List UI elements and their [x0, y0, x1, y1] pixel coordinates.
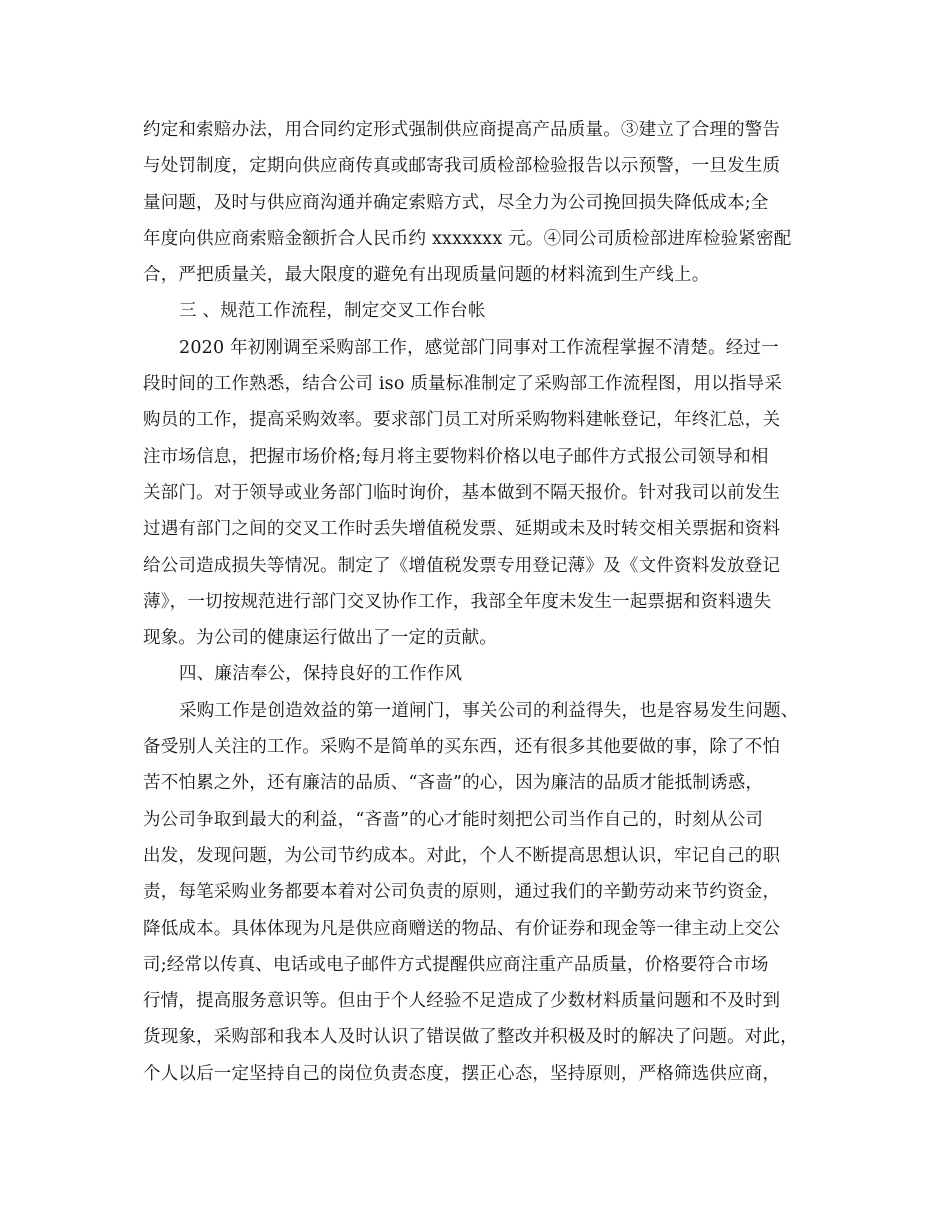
text-line: 购员的工作，提高采购效率。要求部门员工对所采购物料建帐登记，年终汇总，关 [143, 410, 781, 431]
text-line: 给公司造成损失等情况。制定了《增值税发票专用登记薄》及《文件资料发放登记 [143, 555, 781, 576]
text-line: 合，严把质量关，最大限度的避免有出现质量问题的材料流到生产线上。 [143, 265, 710, 286]
text-line: 量问题，及时与供应商沟通并确定索赔方式，尽全力为公司挽回损失降低成本;全 [143, 192, 769, 213]
section-heading: 四、廉洁奉公，保持良好的工作作风 [179, 664, 463, 685]
text-line: 段时间的工作熟悉，结合公司 iso 质量标准制定了采购部工作流程图，用以指导采 [143, 374, 783, 395]
section-heading: 三 、规范工作流程，制定交叉工作台帐 [179, 301, 486, 322]
text-line: 年度向供应商索赔金额折合人民币约 xxxxxxx 元。④同公司质检部进库检验紧密配 [143, 228, 792, 249]
text-line: 2020 年初刚调至采购部工作，感觉部门同事对工作流程掌握不清楚。经过一 [179, 337, 779, 358]
text-line: 关部门。对于领导或业务部门临时询价，基本做到不隔天报价。针对我司以前发生 [143, 482, 781, 503]
text-line: 个人以后一定坚持自己的岗位负责态度，摆正心态，坚持原则，严格筛选供应商， [143, 1063, 781, 1084]
text-line: 薄》，一切按规范进行部门交叉协作工作，我部全年度未发生一起票据和资料遗失 [143, 591, 772, 612]
text-line: 现象。为公司的健康运行做出了一定的贡献。 [143, 628, 497, 649]
text-line: 过遇有部门之间的交叉工作时丢失增值税发票、延期或未及时转交相关票据和资料 [143, 519, 781, 540]
text-line: 为公司争取到最大的利益，“吝啬”的心才能时刻把公司当作自己的，时刻从公司 [143, 809, 764, 830]
text-line: 降低成本。具体体现为凡是供应商赠送的物品、有价证券和现金等一律主动上交公 [143, 918, 781, 939]
text-line: 责，每笔采购业务都要本着对公司负责的原则，通过我们的辛勤劳动来节约资金， [143, 882, 781, 903]
text-line: 采购工作是创造效益的第一道闸门，事关公司的利益得失，也是容易发生问题、 [179, 700, 799, 721]
document-body [143, 112, 823, 1092]
text-line: 与处罚制度，定期向供应商传真或邮寄我司质检部检验报告以示预警，一旦发生质 [143, 156, 781, 177]
text-line: 司;经常以传真、电话或电子邮件方式提醒供应商注重产品质量，价格要符合市场 [143, 954, 769, 975]
text-line: 货现象，采购部和我本人及时认识了错误做了整改并积极及时的解决了问题。对此， [143, 1027, 798, 1048]
text-line: 备受别人关注的工作。采购不是简单的买东西，还有很多其他要做的事，除了不怕 [143, 737, 781, 758]
text-line: 出发，发现问题，为公司节约成本。对此，个人不断提高思想认识，牢记自己的职 [143, 845, 781, 866]
text-line: 行情，提高服务意识等。但由于个人经验不足造成了少数材料质量问题和不及时到 [143, 991, 781, 1012]
text-line: 注市场信息，把握市场价格;每月将主要物料价格以电子邮件方式报公司领导和相 [143, 446, 769, 467]
text-line: 约定和索赔办法，用合同约定形式强制供应商提高产品质量。③建立了合理的警告 [143, 120, 781, 140]
text-line: 苦不怕累之外，还有廉洁的品质、“吝啬”的心，因为廉洁的品质才能抵制诱惑， [143, 773, 764, 794]
